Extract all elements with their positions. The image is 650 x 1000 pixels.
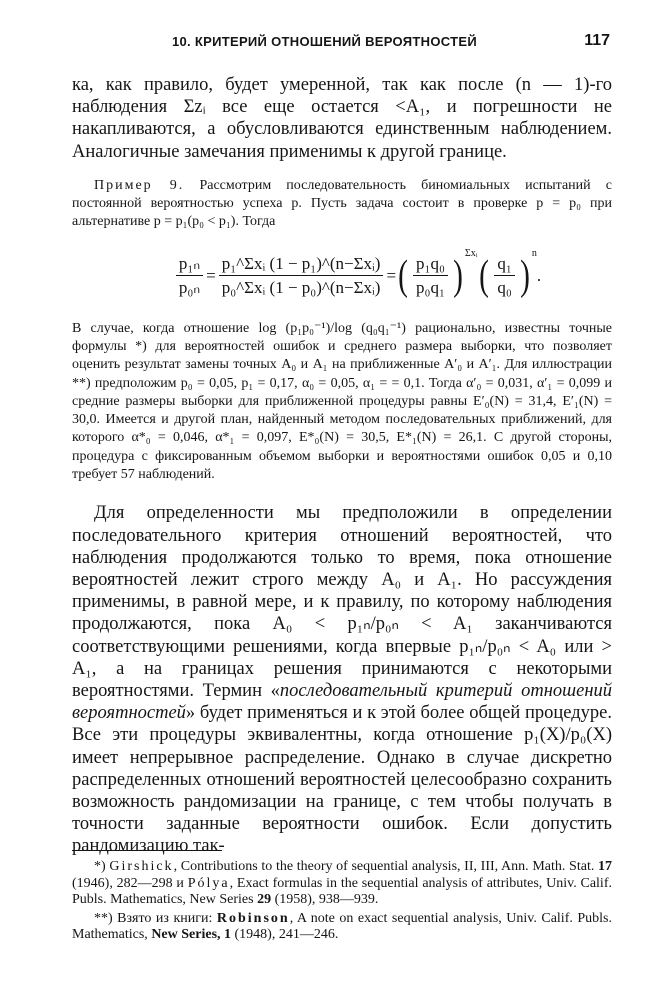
paragraph-definition <box>72 502 612 857</box>
ratio-1-exponent: Σxᵢ <box>464 247 478 259</box>
formula-ratio-1 <box>413 254 448 298</box>
footnote-rule <box>72 850 222 851</box>
footnote-1 <box>72 859 612 909</box>
formula-lhs <box>176 254 203 298</box>
ratio-1-denominator: p₀q₁ <box>416 277 445 297</box>
footnote-2-text-3: (1948), 241—246. <box>231 927 339 942</box>
example-intro-text: Рассмотрим последовательность биномиальных испытаний с постоянной вероятностью успеха p. Пусть задача состоит в проверке p = p₀ при альтернативе p = p₁(p₀ < p₁). Тогда <box>72 177 612 230</box>
example-block <box>72 177 612 485</box>
footnote-1-text-3: , Exact formulas in the sequential analysis of attributes, Univ. Calif. Publs. Mathematics, New Series <box>72 875 612 907</box>
footnote-2 <box>72 911 612 944</box>
formula-ratio-2 <box>494 254 514 298</box>
paragraph-definition-part-1: Для определенности мы предположили в определении последовательного критерия отношений вероятностей, что наблюдения продолжаются только то время, пока отношение вероятностей лежит строго между A₀ и A₁. Но рассуждения применимы, в равной мере, и к правилу, по которому наблюдения продолжаются, пока A₀ < p₁ₙ/p₀ₙ < A₁ заканчиваются соответствующими решениями, когда впервые p₁ₙ/p₀ₙ < A₀ или > A₁, а на границах решения принимаются с некоторыми вероятностями. Термин « <box>72 503 612 701</box>
term-sequential-test: последовательный критерий отношений вероятностей <box>72 681 612 724</box>
formula-middle <box>219 254 384 298</box>
main-text <box>72 74 612 858</box>
page-header <box>72 34 610 58</box>
paragraph-continuation: ка, как правило, будет умеренной, так как после (n — 1)-го наблюдения Σzᵢ все еще остается <A₁, и погрешности не накапливаются, а обусловливаются единственным наблюдением. Аналогичные замечания применимы к другой границе. <box>72 75 612 162</box>
footnote-2-mark: **) <box>94 910 113 926</box>
example-label: Пример 9. <box>94 177 185 193</box>
right-paren: ) <box>453 252 463 299</box>
footnote-1-volume-1: 17 <box>598 859 612 874</box>
ratio-2-denominator: q₀ <box>497 277 512 297</box>
formula-middle-numerator: p₁^Σxᵢ (1 − p₁)^(n−Σxᵢ) <box>219 254 384 276</box>
ratio-1-numerator: p₁q₀ <box>413 254 448 276</box>
equals-sign: = <box>386 265 397 285</box>
footnote-2-series: New Series, 1 <box>151 927 232 942</box>
formula-middle-denominator: p₀^Σxᵢ (1 − p₀)^(n−Σxᵢ) <box>221 277 381 297</box>
footnote-2-author: Robinson <box>216 910 290 926</box>
example-body: В случае, когда отношение log (p₁p₀⁻¹)/log (q₀q₁⁻¹) рационально, известны точные формулы *) для вероятностей ошибок и среднего размера выборки, что позволяет оценить результат замены точных A₀ и A₁ на приближенные A′₀ и A′₁. Для иллюстрации **) предположим p₀ = 0,05, p₁ = 0,17, α₀ = 0,05, α₁ = = 0,1. Тогда α′₀ = 0,031, α′₁ = 0,099 и средние размеры выборки для приближенной процедуры равны E′₀(N) = 31,4, E′₁(N) = 30,0. Имеется и другой план, найденный методом последовательных приближений, для которого α*₀ = 0,046, α*₁ = 0,097, E*₀(N) = 30,5, E*₁(N) = 26,1. С другой стороны, процедура с фиксированным объемом выборки и вероятностями ошибок 0,05 и 0,10 требует 57 наблюдений. <box>72 320 612 483</box>
footnote-1-text-1: , Contributions to the theory of sequential analysis, II, III, Ann. Math. Stat. <box>173 859 598 874</box>
ratio-2-exponent: n <box>531 247 537 259</box>
example-intro <box>72 177 612 232</box>
right-paren: ) <box>519 252 530 299</box>
likelihood-ratio-formula: $\frac{\text{p₁ₙ}}{\text{p₀ₙ}}$ = $\frac{\text{p₁\textasciicircum{}Σxᵢ (1 − p₁)\textasciicircum{}(n−Σxᵢ)}}{\text{p₀\textasciicircum{}Σxᵢ (1 − p₀)\textasciicircum{}(n−Σxᵢ)}}$ = ( $\frac{\text{p₁q₀}}{\text{p₀q₁}}$ ) Σxᵢ ( $\frac{\text{q₁}}{\text{q₀}}$ ) n . <box>102 240 612 312</box>
footnote-2-text-1: Взято из книги: <box>112 910 217 926</box>
footnote-2-text-2: , A note on exact sequential analysis, Univ. Calif. Publs. Mathematics, <box>72 910 612 942</box>
left-paren: ( <box>398 252 408 299</box>
formula-lhs-denominator: p₀ₙ <box>178 277 201 297</box>
footnote-1-volume-2: 29 <box>257 892 272 907</box>
paragraph-definition-part-2: » будет применяться и к этой более общей процедуре. Все эти процедуры эквивалентны, когда отношение p₁(X)/p₀(X) имеет непрерывное распределение. Однако в случае дискретно распределенных отношений вероятностей целесообразно сохранить возможность рандомизации на границе, с тем чтобы получать в точности заданные вероятности ошибок. Если допустить рандомизацию так- <box>72 703 612 857</box>
footnote-1-mark: *) <box>94 859 106 874</box>
footnote-1-author-2: Pólya <box>187 875 230 891</box>
left-paren: ( <box>479 252 490 299</box>
running-title: 10. КРИТЕРИЙ ОТНОШЕНИЙ ВЕРОЯТНОСТЕЙ <box>172 34 477 49</box>
equals-sign: = <box>206 265 216 285</box>
footnote-1-text-4: (1958), 938—939. <box>271 892 379 907</box>
formula-lhs-numerator: p₁ₙ <box>176 254 203 276</box>
footnote-1-author-1: Girshick <box>109 859 174 874</box>
ratio-2-numerator: q₁ <box>494 254 514 276</box>
page-number: 117 <box>584 32 610 49</box>
footnote-1-text-2: (1946), 282—298 и <box>72 875 188 891</box>
footnotes <box>72 850 612 946</box>
